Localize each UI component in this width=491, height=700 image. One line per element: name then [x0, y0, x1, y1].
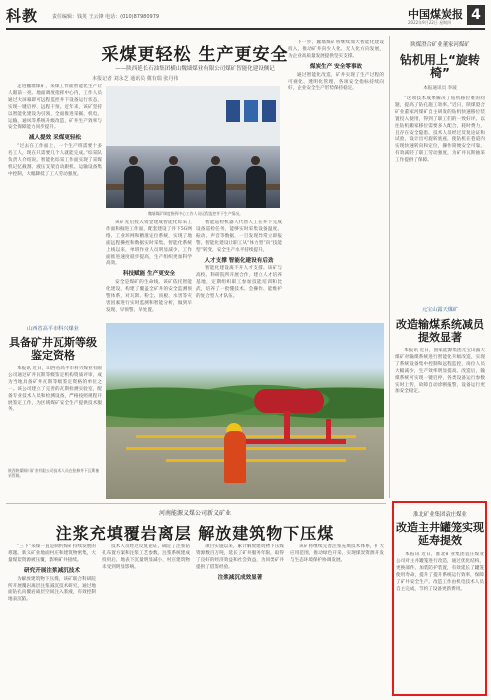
left-mid-paragraph: 本报讯 近日，山西省高平市科兴煤业有限公司通过矿井瓦斯等级鉴定机构资质评审，成为当地具备矿井瓦斯等级鉴定资格的单位之一。该公司建立了完善的瓦斯检测实验室，配备专业技术人员和检测设备，严格按照规程开展鉴定工作，为区域煤矿安全生产提供技术服务。: [8, 366, 102, 413]
right-box-body: [396, 552, 484, 692]
paper-date: 2022年9月22日 星期四: [408, 20, 452, 25]
right-top-title: 钻机用上“旋转椅”: [400, 53, 480, 80]
lead-paragraph: 走进魏墙煤矿，采煤工作面智能化生产让人眼前一亮。地面调度指挥中心内，工作人员通过大屏幕即可远程监控井下设备运行状态，实现一键启停、远程干预。近年来，该矿坚持以智能化建设为引领，全面推进采掘、机电、运输、通风等系统升级改造，矿井生产效率与安全保障能力同步提升。: [8, 84, 102, 131]
lead-paragraph: 安全是煤矿的生命线。该矿依托智能化建设，构建了覆盖全矿井的安全监测预警体系，对瓦斯、粉尘、顶板、水害等灾害因素进行实时监测和智能分析，做到早发现、早预警、早处置。: [106, 280, 192, 313]
lead-paragraph: 智能巡检机器人代替人工在井下完成设备巡检任务，能够实时采集设备温度、振动、声音等数据，一旦发现异常立即报警。智能化建设让职工从“体力型”向“技能型”转变，安全生产水平持续提升。: [196, 220, 282, 253]
edit-info: 责任编辑：钱英 王云锋 电话：(010)87980979: [52, 14, 160, 20]
lead-subtitle: ——陕西延长石油集团横山魏墙煤业有限公司煤矿智能化建设侧记: [115, 66, 275, 72]
right-box-title: 改造主井罐笼实现延寿提效: [396, 521, 484, 547]
lead-photo-caption: 魏墙煤矿调度指挥中心工作人员远程监控井下生产情况。: [148, 211, 243, 216]
lead-column-1: [8, 84, 102, 318]
right-mid-kicker: 元宝山露天煤矿: [421, 307, 459, 313]
right-box-paragraph: 本报讯 近日，淮北矿业集团袁庄煤业公司对主井罐笼进行改造，通过优化结构、更换部件、加装防护装置，有效延长了罐笼使用寿命，提升了提升系统运行效率，保障了矿井安全生产。改造工作由机电技术人员自主完成，节约了设备更新费用。: [396, 552, 484, 592]
right-top-byline: 本报通讯员 李波: [423, 86, 457, 91]
bottom-subhead: 注浆减沉成效显著: [217, 574, 263, 581]
lead-column-3: [196, 220, 282, 318]
lead-headline: 采煤更轻松 生产更安全: [101, 45, 289, 65]
bottom-column-2: [102, 544, 190, 696]
lead-byline: 本报记者 刘永芝 通讯员 冀有瑞 张丹伟: [92, 76, 179, 82]
bottom-subhead: 研究开展注浆减沉技术: [24, 567, 80, 574]
bottom-paragraph: 为解放建筑物下压煤，该矿联合科研院所开展覆岩离层注浆减沉技术研究，通过地面钻孔向覆岩离层空间注入浆液，有效控制地表沉陷。: [8, 576, 96, 603]
gas-pipeline-photo: [106, 323, 384, 499]
lead-column-4: [288, 40, 384, 318]
page-number: 4: [467, 5, 485, 25]
right-top-kicker: 陕煤澄合矿业董家河煤矿: [410, 42, 470, 48]
left-mid-body: [8, 366, 102, 464]
lead-photo: [106, 86, 280, 208]
section-divider: [6, 503, 386, 504]
gas-pipeline-photo-caption: 陕西陕煤铜川矿业有限公司技术人员在检修井下瓦斯抽采管路。: [8, 468, 100, 479]
right-mid-body: [395, 348, 485, 494]
lead-paragraph: 下一步，魏墙煤矿将继续加大智能化建设投入，推动矿井向少人化、无人化方向发展，为企业高质量发展提供坚实支撑。: [288, 40, 384, 59]
lead-subhead: 科技赋能 生产更安全: [122, 271, 176, 278]
right-mid-title: 改造输煤系统减员提效显著: [396, 318, 484, 344]
bottom-column-4: [290, 544, 384, 696]
lead-paragraph: 通过智能化改造，矿井实现了生产过程的可视化、透明化管理，各项安全指标持续向好，企业安全生产形势保持稳定。: [288, 72, 384, 92]
left-mid-kicker: 山西省高平市科兴煤业: [27, 326, 79, 332]
bottom-headline: 注浆充填覆岩离层 解放建筑物下压煤: [55, 524, 335, 543]
lead-paragraph: “过去在工作面上，一个生产班需要十多名工人，现在只需要几个人就能完成。”综采队负责人介绍说。智能化综采工作面实现了采煤机记忆截割、液压支架自动跟机、运输设备集中控制，大幅降低了工人劳动强度。: [8, 144, 102, 177]
lead-subhead: 人才支撑 智能化建设有后劲: [204, 257, 274, 264]
section-name: 科教: [6, 7, 39, 25]
lead-paragraph: 该矿先后投入资金建成智能化综采工作面和掘进工作面，配套建设了井下5G网络、工业环网和精准定位系统，实现了地面远程操控和数据实时采集。智能化系统上线以来，单班作业人员明显减少，工作面推进速度稳步提高，生产组织更加科学高效。: [106, 220, 192, 267]
bottom-paragraph: “三下”采煤一直是制约煤矿持续发展的难题。新义矿业地面村庄和建筑物密集，大量煤炭资源被压覆，影响矿井接续。: [8, 544, 96, 563]
lead-subhead: 煤炭生产 安全零事故: [309, 63, 363, 70]
lead-column-2: [106, 220, 192, 318]
bottom-kicker: 河南能源义煤公司新义矿业: [158, 510, 231, 517]
masthead: [6, 4, 485, 30]
bottom-paragraph: 该矿将继续完善注浆充填技术体系，扩大应用范围，推动绿色开采，实现煤炭资源开发与生态环境保护协调发展。: [290, 544, 384, 563]
right-box-kicker: 淮北矿业集团袁庄煤业: [413, 512, 467, 518]
right-top-paragraph: “这项技术成果解决了钻机移位难的问题，提高了钻孔施工效率。”近日，陕煤澄合矿业董家河煤矿自主研发的钻机快速移位装置投入使用，得到了职工们的一致好评。以往钻机搬家移位需要多人配合，耗时费力，且存在安全隐患。技术人员经过反复论证和试验，设计出可旋转底座，使钻机在巷道内实现快速转向和定位，操作简便安全可靠，有效减轻了职工劳动强度，为矿井瓦斯抽采工作提供了保障。: [395, 96, 485, 164]
right-top-body: [395, 96, 485, 298]
bottom-column-3: [196, 544, 284, 696]
bottom-column-1: [8, 544, 96, 696]
bottom-paragraph: 技术人员经过反复论证，确定了注浆钻孔布置方案和注浆工艺参数。注浆系统建成投用后，地表下沉量明显减小，村庄建筑物未受到明显影响。: [102, 544, 190, 570]
lead-subhead: 减人提效 采煤更轻松: [28, 135, 82, 142]
column-divider: [389, 36, 390, 498]
bottom-paragraph: 项目实施以来，累计解放建筑物下压煤资源数百万吨，延长了矿井服务年限，取得了良好的经济效益和社会效益，为同类矿井提供了借鉴经验。: [196, 544, 284, 570]
paper-name: 中国煤炭报: [408, 8, 463, 21]
lead-paragraph: 智能化建设离不开人才支撑。该矿与高校、科研院所开展合作，建立人才培养基地，定期组织职工参加技能培训和比武，培养了一批懂技术、会操作、能维护的复合型人才队伍。: [196, 266, 282, 300]
right-mid-paragraph: 本报讯 近日，国家能源集团元宝山露天煤矿对输煤系统进行智能化升级改造，实现了系统设备集中控制和远程监控，岗位人员大幅减少，生产效率明显提高。改造后，输煤系统可实现一键启停，各类设备运行参数实时上传，故障自动诊断报警，设备运行更加安全稳定。: [395, 348, 485, 395]
left-mid-title: 具备矿井瓦斯等级鉴定资格: [9, 336, 97, 362]
